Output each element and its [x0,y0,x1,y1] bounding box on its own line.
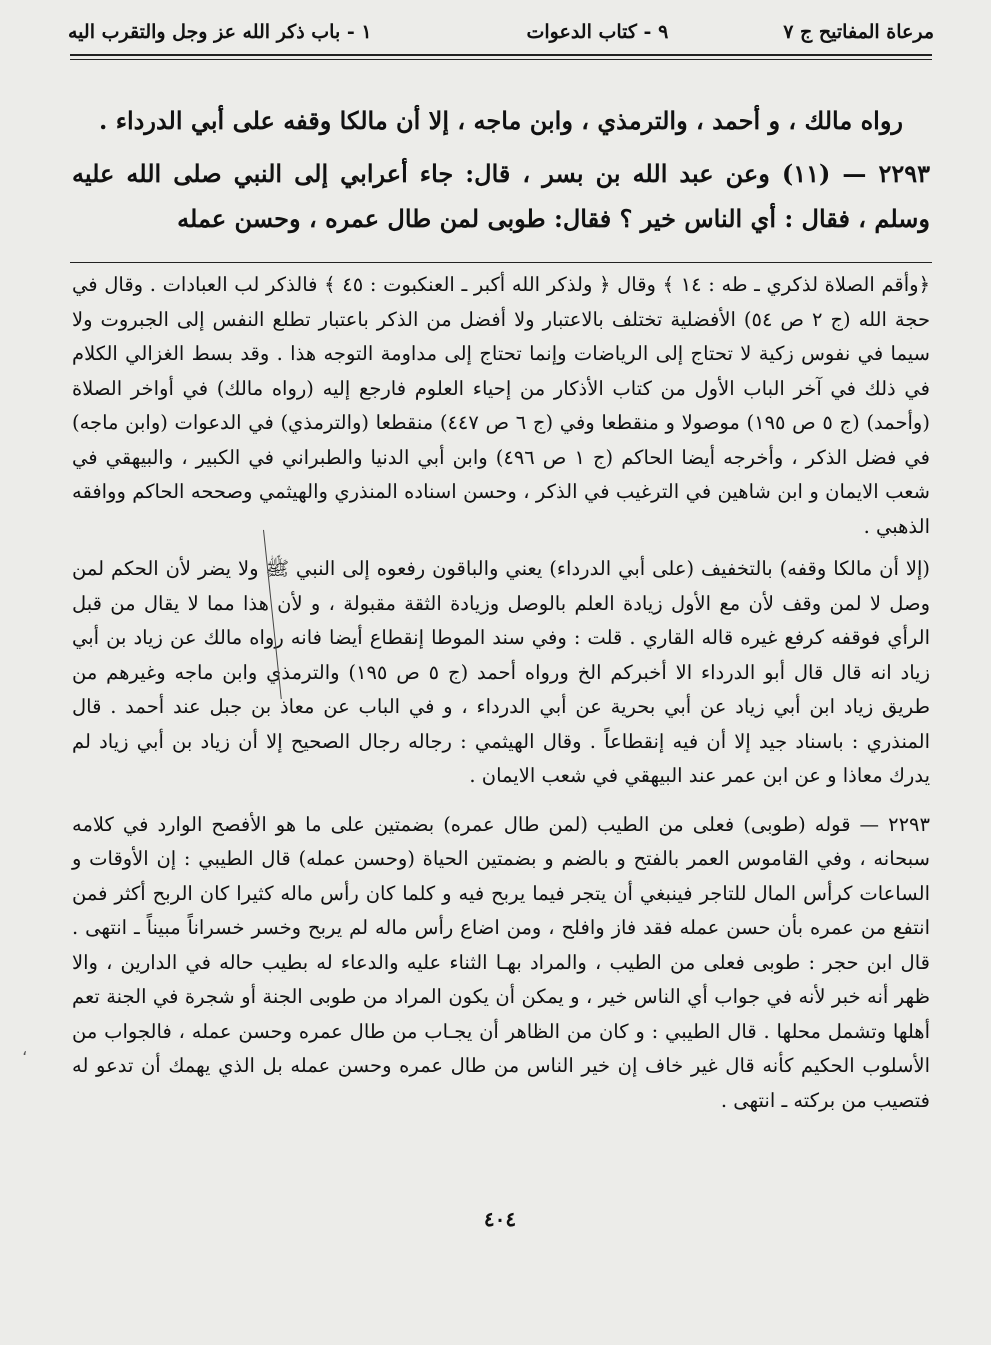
running-header [68,14,934,50]
header-rule-thick [70,54,932,56]
hadith-commentary-divider [70,262,932,263]
commentary-paragraph-1: ﴿وأقم الصلاة لذكري ـ طه : ١٤ ﴾ وقال ﴿ ولذكر الله أكبر ـ العنكبوت : ٤٥ ﴾ فالذكر لب العبادات . وقال في حجة الله (ج ٢ ص ٥٤) الأفضلية تختلف بالاعتبار ولا أفضل من الذكر باعتبار تطلع النفس إلى الجبروت ولا سيما في نفوس زكية لا تحتاج إلى الرياضات وإنما تحتاج إلى مداومة التوجه هذا . وقد بسط الغزالي الكلام في ذلك في آخر الباب الأول من كتاب الأذكار من إحياء العلوم فارجع إليه (رواه مالك) في أواخر الصلاة (وأحمد) (ج ٥ ص ١٩٥) موصولا و منقطعا وفي (ج ٦ ص ٤٤٧) منقطعا (والترمذي) في الدعوات (وابن ماجه) في فضل الذكر ، وأخرجه أيضا الحاكم (ج ١ ص ٤٩٦) وابن أبي الدنيا والطبراني في الكبير ، والبيهقي في شعب الايمان و ابن شاهين في الترغيب في الذكر ، وحسن اسناده المنذري والهيثمي وصححه الحاكم ووافقه الذهبي . [72,273,930,538]
commentary-block [72,268,930,1118]
margin-mark: ، [22,1040,28,1059]
header-book-section: ٩ - كتاب الدعوات [526,21,669,43]
header-book-title: مرعاة المفاتيح ج ٧ [783,21,934,43]
hadith-2293: ٢٢٩٣ — (١١) وعن عبد الله بن بسر ، قال: جاء أعرابي إلى النبي صلى الله عليه وسلم ، فقال : أي الناس خير ؟ فقال: طوبى لمن طال عمره ، وحسن عمله [72,159,930,233]
hadith-narration-end: رواه مالك ، و أحمد ، والترمذي ، وابن ماجه ، إلا أن مالكا وقفه على أبي الدرداء . [99,106,903,135]
page-number: ٤٠٤ [483,1207,517,1231]
header-rule-thin [70,59,932,60]
header-chapter: ١ - باب ذكر الله عز وجل والتقرب اليه [68,21,372,43]
commentary-paragraph-3: ٢٢٩٣ — قوله (طوبى) فعلى من الطيب (لمن طال عمره) بضمتين على ما هو الأفصح الوارد في كلامه سبحانه ، وفي القاموس العمر بالفتح و بالضم و بضمتين الحياة (وحسن عمله) قال الطيبي : إن الأوقات و الساعات كرأس المال للتاجر فينبغي أن يتجر فيما يربح فيه و كلما كان رأس ماله كثيرا كان الربح أكثر فمن انتفع من عمره بأن حسن عمله فقد فاز وافلح ، ومن اضاع رأس ماله لم يربح وخسر خسراناً مبيناً ـ انتهى . قال ابن حجر : طوبى فعلى من الطيب ، والمراد بهـا الثناء عليه والدعاء له بطيب حاله في الدارين ، والا ظهر أنه خبر لأنه في جواب أي الناس خير ، و يمكن أن يكون المراد من طوبى الجنة أو شجرة في الجنة تعم أهلها وتشمل محلها . قال الطيبي : و كان من الظاهر أن يجـاب من طال عمره وحسن عمله ، فالجواب من الأسلوب الحكيم كأنه قال غير خاف إن خير الناس من طال عمره وحسن عمله بل الذي يهمك أن تدعو له فتصيب من بركته ـ انتهى . [72,812,930,1112]
commentary-paragraph-2: (إلا أن مالكا وقفه) بالتخفيف (على أبي الدرداء) يعني والباقون رفعوه إلى النبي ﷺ ولا يضر لأن الحكم لمن وصل لا لمن وقف لأن مع الأول زيادة العلم بالوصل وزيادة الثقة مقبولة ، و لأن هذا مما لا يقال من قبل الرأي فوقفه كرفع غيره قاله القاري . قلت : وفي سند الموطا إنقطاع أيضا فانه رواه مالك عن زياد بن أبي زياد انه قال قال أبو الدرداء الا أخبركم الخ ورواه أحمد (ج ٥ ص ١٩٥) والترمذي وابن ماجه وغيرهم من طريق زياد ابن أبي زياد عن أبي بحرية عن أبي الدرداء ، و في الباب عن معاذ بن جبل عند أحمد . قال المنذري : باسناد جيد إلا أن فيه إنقطاعاً . وقال الهيثمي : رجاله رجال الصحيح إلا أن زياد بن أبي زياد لم يدرك معاذا و عن ابن عمر عند البيهقي في شعب الايمان . [72,557,930,787]
hadith-text-block [72,98,930,241]
